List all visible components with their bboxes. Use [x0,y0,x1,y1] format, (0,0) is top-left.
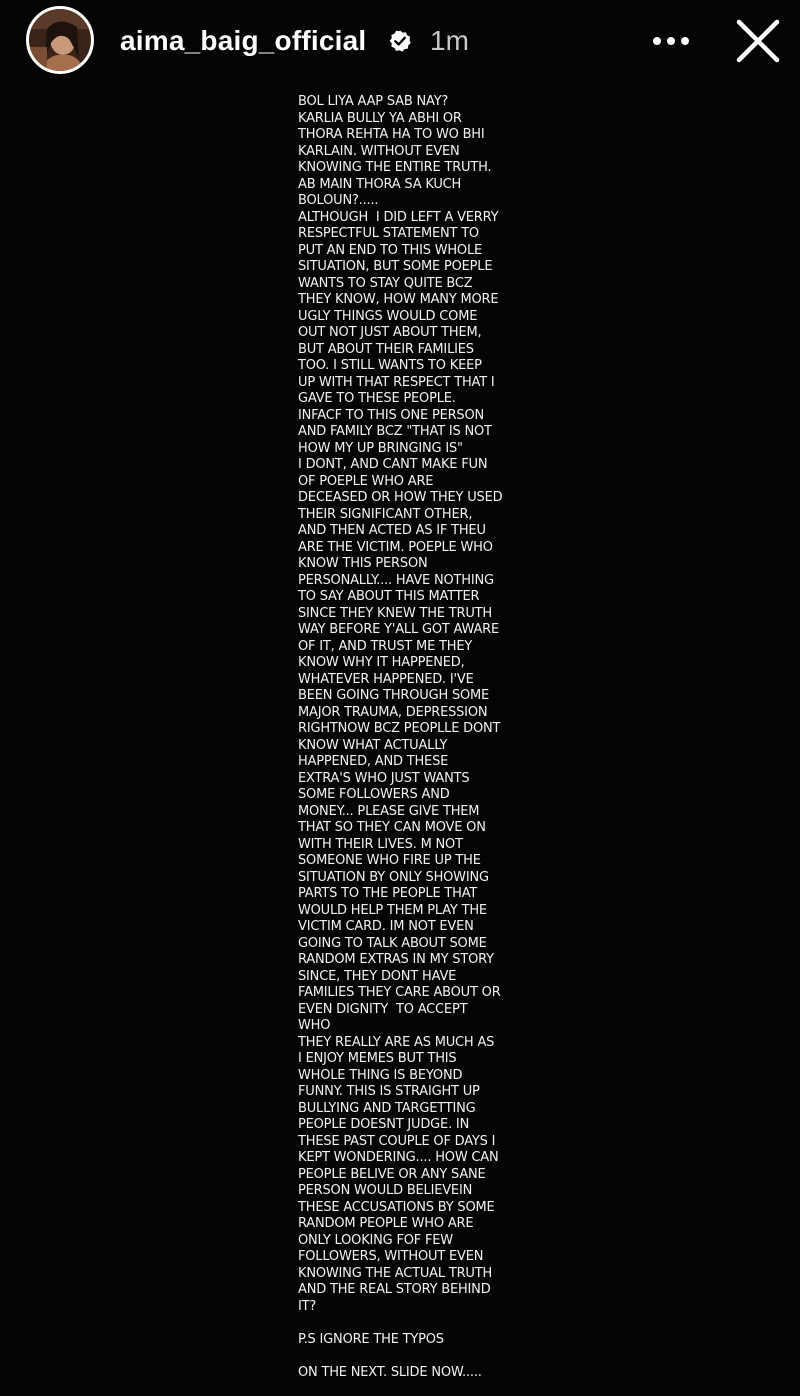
username[interactable]: aima_baig_official [120,25,367,56]
verified-badge-icon [388,29,412,53]
avatar-image [29,9,91,71]
more-options-button[interactable] [648,22,694,60]
story-timestamp: 1m [430,25,469,56]
close-icon [730,14,786,70]
story-header [0,0,800,84]
avatar[interactable] [26,6,94,74]
story-text: BOL LIYA AAP SAB NAY? KARLIA BULLY YA ABHI OR THORA REHTA HA TO WO BHI KARLAIN. WITHOUT EVEN KNOWING THE ENTIRE TRUTH. AB MAIN THORA SA KUCH BOLOUN?..... ALTHOUGH I DID LEFT A VERRY RESPECTFUL STATEMENT TO PUT AN END TO THIS WHOLE SITUATION, BUT SOME POEPLE WANTS TO STAY QUITE BCZ THEY KNOW, HOW MANY MORE UGLY THINGS WOULD COME OUT NOT JUST ABOUT THEM, BUT ABOUT THEIR FAMILIES TOO. I STILL WANTS TO KEEP UP WITH THAT RESPECT THAT I GAVE TO THESE PEOPLE. INFACF TO THIS ONE PERSON AND FAMILY BCZ "THAT IS NOT HOW MY UP BRINGING IS" I DONT, AND CANT MAKE FUN OF POEPLE WHO ARE DECEASED OR HOW THEY USED THEIR SIGNIFICANT OTHER, AND THEN ACTED AS IF THEU ARE THE VICTIM. POEPLE WHO KNOW THIS PERSON PERSONALLY.... HAVE NOTHING TO SAY ABOUT THIS MATTER SINCE THEY KNEW THE TRUTH WAY BEFORE Y'ALL GOT AWARE OF IT, AND TRUST ME THEY KNOW WHY IT HAPPENED, WHATEVER HAPPENED. I'VE BEEN GOING THROUGH SOME MAJOR TRAUMA, DEPRESSION RIGHTNOW BCZ PEOPLLE DONT KNOW WHAT ACTUALLY HAPPENED, AND THESE EXTRA'S WHO JUST WANTS SOME FOLLOWERS AND MONEY... PLEASE GIVE THEM THAT SO THEY CAN MOVE ON WITH THEIR LIVES. M NOT SOMEONE WHO FIRE UP THE SITUATION BY ONLY SHOWING PARTS TO THE PEOPLE THAT WOULD HELP THEM PLAY THE VICTIM CARD. IM NOT EVEN GOING TO TALK ABOUT SOME RANDOM EXTRAS IN MY STORY SINCE, THEY DONT HAVE FAMILIES THEY CARE ABOUT OR EVEN DIGNITY TO ACCEPT WHO THEY REALLY ARE AS MUCH AS I ENJOY MEMES BUT THIS WHOLE THING IS BEYOND FUNNY. THIS IS STRAIGHT UP BULLYING AND TARGETTING PEOPLE DOESNT JUDGE. IN THESE PAST COUPLE OF DAYS I KEPT WONDERING.... HOW CAN PEOPLE BELIVE OR ANY SANE PERSON WOULD BELIEVEIN THESE ACCUSATIONS BY SOME RANDOM PEOPLE WHO ARE ONLY LOOKING FOF FEW FOLLOWERS, WITHOUT EVEN KNOWING THE ACTUAL TRUTH AND THE REAL STORY BEHIND IT? P.S IGNORE THE TYPOS ON THE NEXT. SLIDE NOW..... [298,94,503,1380]
close-button[interactable] [730,14,786,70]
more-horizontal-icon [648,22,694,60]
